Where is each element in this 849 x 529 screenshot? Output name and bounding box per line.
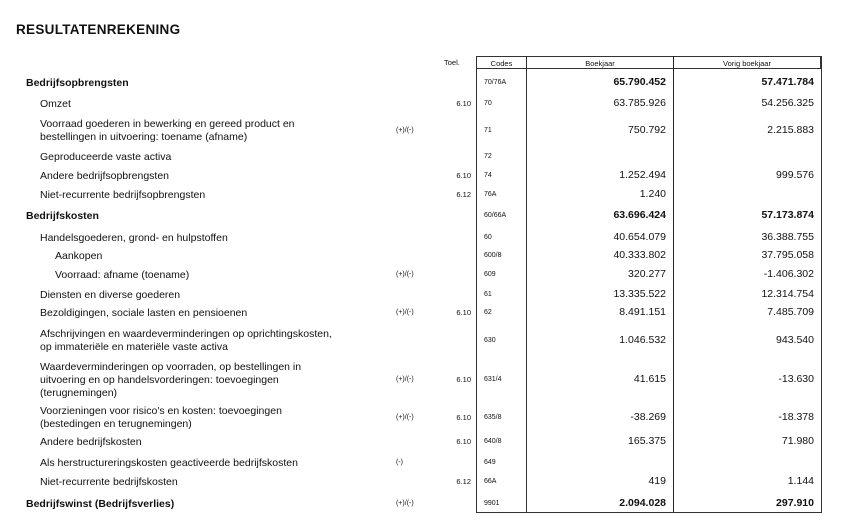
row-code: 74 [484,171,492,179]
header-codes: Codes [476,56,527,69]
boekjaar-value: 40.333.802 [613,249,666,262]
vorig-boekjaar-value: 37.795.058 [761,249,814,262]
vorig-boekjaar-value: 943.540 [776,334,814,347]
row-label: Waardeverminderingen op voorraden, op bestellingen in uitvoering en op handelsvorderingen: toevoegingen (terugnemingen) [40,360,302,399]
row-code: 70/76A [484,78,507,86]
sign-indicator: (+)/(-) [396,270,414,278]
boekjaar-value: 419 [648,475,666,488]
toelichting-ref: 6.10 [456,171,471,181]
header-vorig-boekjaar: Vorig boekjaar [673,56,821,69]
row-code: 60 [484,233,492,241]
boekjaar-value: 1.240 [639,188,666,201]
row-code: 71 [484,126,492,134]
boekjaar-value: 320.277 [628,268,666,281]
vorig-boekjaar-value: 36.388.755 [761,231,814,244]
boekjaar-value: 63.696.424 [613,209,666,222]
boekjaar-value: 65.790.452 [613,76,666,89]
sign-indicator: (+)/(-) [396,308,414,316]
boekjaar-value: 13.335.522 [613,288,666,301]
row-label: Omzet [40,97,71,110]
sign-indicator: (-) [396,458,403,466]
row-code: 70 [484,99,492,107]
sign-indicator: (+)/(-) [396,499,414,507]
vorig-boekjaar-value: 71.980 [781,435,814,448]
column-border [821,56,822,513]
row-label: Bedrijfswinst (Bedrijfsverlies) [26,497,175,510]
boekjaar-value: 8.491.151 [619,306,666,319]
vorig-boekjaar-value: 12.314.754 [761,288,814,301]
toelichting-ref: 6.10 [456,413,471,423]
row-code: 640/8 [484,437,502,445]
vorig-boekjaar-value: 297.910 [776,497,814,510]
boekjaar-value: 63.785.926 [613,97,666,110]
vorig-boekjaar-value: 57.471.784 [761,76,814,89]
row-label: Als herstructureringskosten geactiveerde bedrijfskosten [40,456,298,469]
table-bottom-border [476,512,821,513]
boekjaar-value: 2.094.028 [619,497,666,510]
vorig-boekjaar-value: 2.215.883 [767,124,814,137]
row-label: Aankopen [55,249,103,262]
vorig-boekjaar-value: 7.485.709 [767,306,814,319]
row-label: Bezoldigingen, sociale lasten en pensioenen [40,306,248,319]
vorig-boekjaar-value: 1.144 [787,475,814,488]
row-label: Bedrijfsopbrengsten [26,76,129,89]
toelichting-ref: 6.10 [456,437,471,447]
row-label: Handelsgoederen, grond- en hulpstoffen [40,231,228,244]
boekjaar-value: 750.792 [628,124,666,137]
row-label: Diensten en diverse goederen [40,288,181,301]
boekjaar-value: 165.375 [628,435,666,448]
row-code: 66A [484,477,497,485]
sign-indicator: (+)/(-) [396,413,414,421]
row-code: 72 [484,152,492,160]
row-code: 635/8 [484,413,502,421]
row-code: 76A [484,190,497,198]
row-label: Bedrijfskosten [26,209,99,222]
toelichting-ref: 6.10 [456,375,471,385]
vorig-boekjaar-value: 54.256.325 [761,97,814,110]
row-code: 631/4 [484,375,502,383]
toelichting-ref: 6.12 [456,190,471,200]
vorig-boekjaar-value: 57.173.874 [761,209,814,222]
row-code: 609 [484,270,496,278]
vorig-boekjaar-value: 999.576 [776,169,814,182]
row-code: 62 [484,308,492,316]
vorig-boekjaar-value: -18.378 [778,411,814,424]
sign-indicator: (+)/(-) [396,375,414,383]
row-code: 600/8 [484,251,502,259]
row-label: Voorzieningen voor risico's en kosten: toevoegingen (bestedingen en terugnemingen) [40,405,282,430]
header-boekjaar: Boekjaar [526,56,674,69]
boekjaar-value: 41.615 [633,373,666,386]
row-label: Voorraad goederen in bewerking en gereed product en bestellingen in uitvoering: toename (afname) [40,118,295,143]
vorig-boekjaar-value: -13.630 [778,373,814,386]
row-label: Voorraad: afname (toename) [55,268,190,281]
boekjaar-value: -38.269 [630,411,666,424]
column-border [476,56,477,513]
column-border [673,56,674,513]
row-code: 649 [484,458,496,466]
boekjaar-value: 40.654.079 [613,231,666,244]
boekjaar-value: 1.252.494 [619,169,666,182]
row-code: 630 [484,336,496,344]
row-label: Niet-recurrente bedrijfskosten [40,475,178,488]
toelichting-ref: 6.10 [456,99,471,109]
row-label: Andere bedrijfsopbrengsten [40,169,170,182]
page-title: RESULTATENREKENING [16,22,181,37]
header-toelichting: Toel. [444,58,460,67]
vorig-boekjaar-value: -1.406.302 [763,268,814,281]
row-label: Afschrijvingen en waardeverminderingen op oprichtingskosten, op immateriële en materiële vaste activa [40,328,332,353]
row-label: Niet-recurrente bedrijfsopbrengsten [40,188,206,201]
boekjaar-value: 1.046.532 [619,334,666,347]
row-label: Geproduceerde vaste activa [40,150,172,163]
row-code: 9901 [484,499,500,507]
sign-indicator: (+)/(-) [396,126,414,134]
row-label: Andere bedrijfskosten [40,435,142,448]
toelichting-ref: 6.10 [456,308,471,318]
row-code: 61 [484,290,492,298]
toelichting-ref: 6.12 [456,477,471,487]
row-code: 60/66A [484,211,507,219]
